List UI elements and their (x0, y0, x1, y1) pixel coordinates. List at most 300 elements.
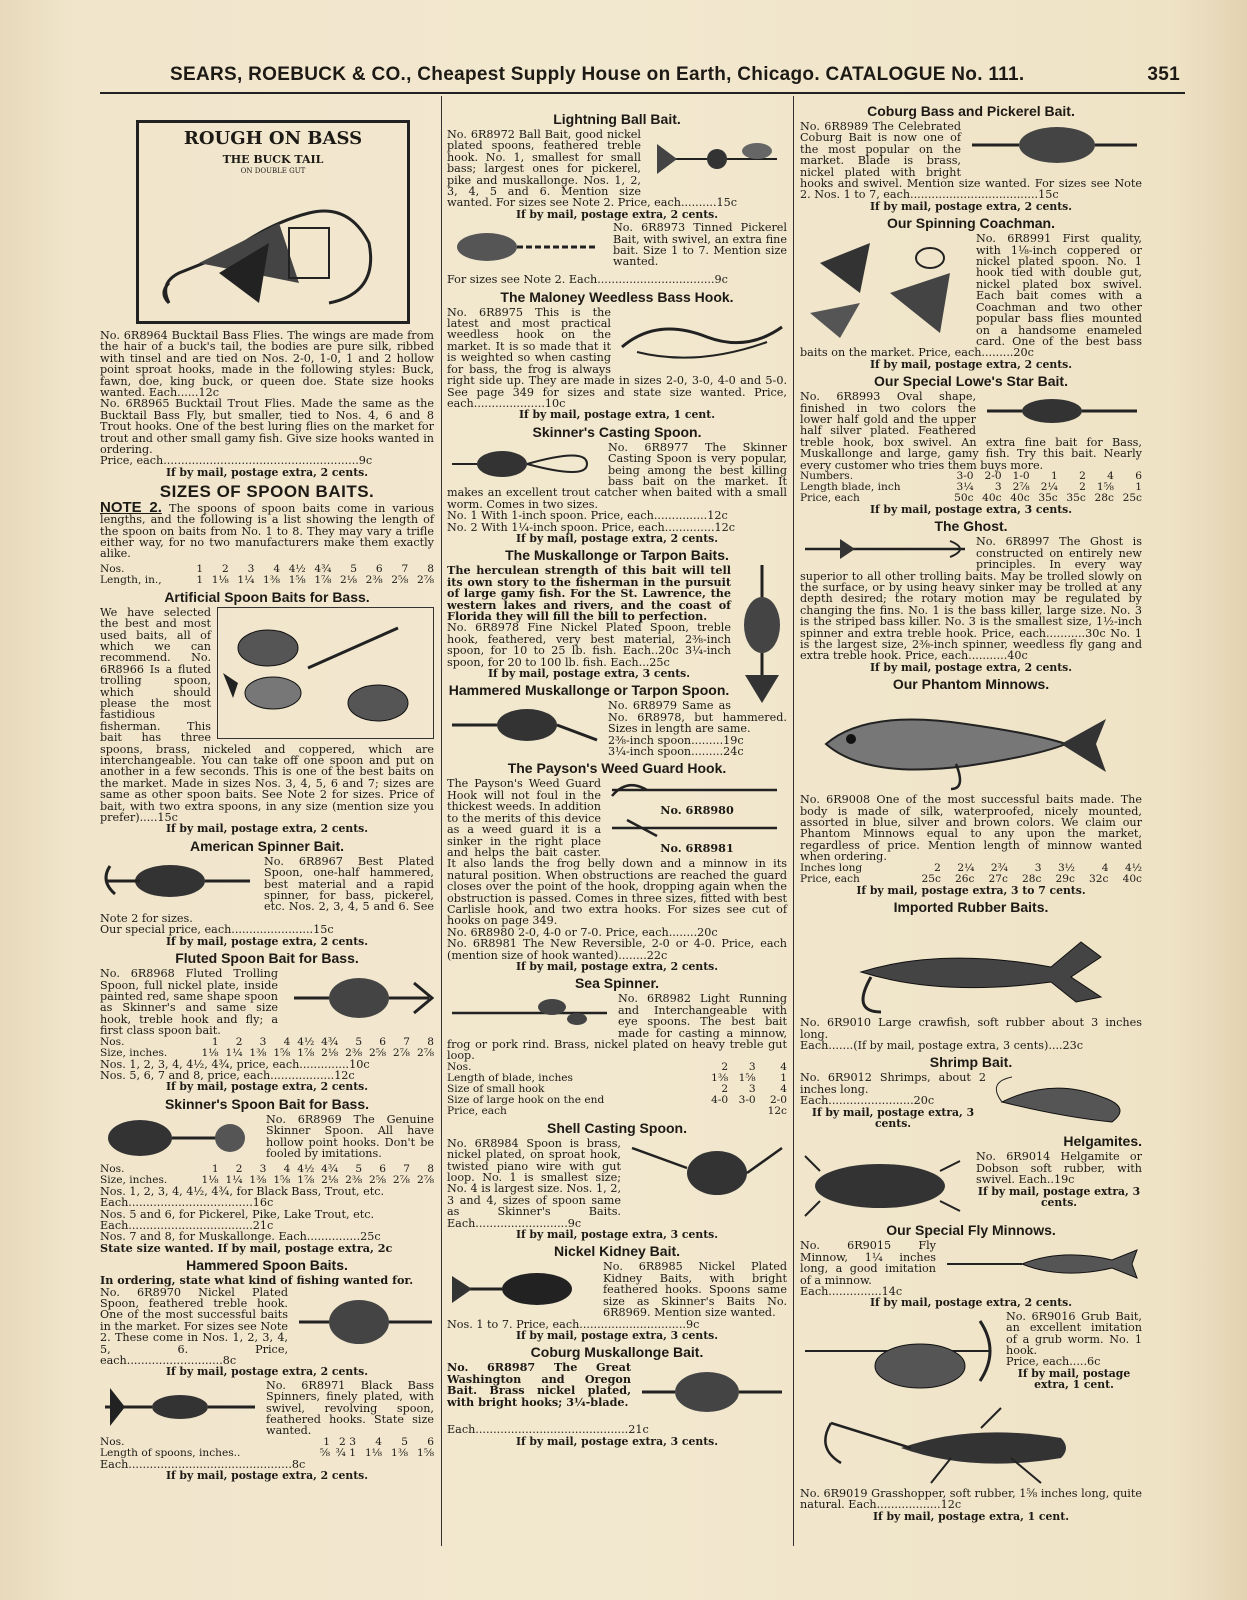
table-cell: 4½ (288, 562, 306, 575)
table-cell: 1⅞ (314, 573, 332, 586)
postage-note: If by mail, postage extra, 3 cents. (977, 1184, 1141, 1209)
fluted-spoon-icon (284, 968, 434, 1028)
table-cell: 35c (1066, 491, 1086, 504)
table-cell: 2⅛ (339, 573, 357, 586)
table-cell: Nos. (100, 1162, 125, 1175)
page-header (170, 64, 1180, 86)
table-cell: Size, inches. (100, 1173, 168, 1186)
black-bass-table (100, 1437, 434, 1459)
helgamite-icon (800, 1151, 970, 1221)
lightning-text: No. 6R8972 Ball Bait, good nickel plated spoons, feathered treble hook. No. 1, smallest for small bass; largest ones for pickerel, pike and muskallonge. Nos. 1, 2, 3, 4, 5 and 6. Mention size wanted. For sizes see Note 2. Price, each..........15c (447, 128, 738, 210)
phantom-table (800, 863, 1142, 885)
table-cell: 5 (401, 1435, 408, 1448)
postage-note: If by mail, postage extra, 3 cents. (515, 1434, 719, 1448)
column-divider (441, 96, 442, 1546)
tarpon-bait-icon (737, 565, 787, 705)
maloney-heading: The Maloney Weedless Bass Hook. (500, 288, 734, 305)
table-cell: 4½ (297, 1035, 315, 1048)
table-cell: 2 (721, 1060, 729, 1073)
weedless-hook-icon (617, 307, 787, 367)
table-cell: 1⅜ (249, 1173, 267, 1186)
table-cell: 2 (1079, 480, 1086, 493)
shrimp-text: No. 6R9012 Shrimps, about 2 inches long. (800, 1071, 986, 1096)
postage-note: If by mail, postage extra, 1 cent. (873, 1509, 1069, 1523)
hammered-tarpon-icon (447, 700, 602, 755)
table-cell: 5 (355, 1035, 363, 1048)
table-cell: 1⅛ (201, 1046, 219, 1059)
table-cell: 7 (403, 1162, 410, 1175)
fly-minnow-price: Each...............14c (800, 1284, 903, 1298)
black-bass-text: No. 6R8971 Black Bass Spinners, finely plated, with swivel, revolving spoon, feathered hooks. State size wanted. (266, 1378, 434, 1438)
bucktail-trout-price: Price, each.......................................................9c (100, 454, 373, 468)
table-cell: 3 (748, 1082, 756, 1095)
postage-note: If by mail, postage extra, 2 cents. (165, 1469, 369, 1483)
payson-hooks-illustration (607, 778, 787, 854)
casting-no2: No. 2 With 1¼-inch spoon. Price, each..............12c (447, 520, 735, 534)
table-cell: 1 (323, 1435, 331, 1448)
pickerel-text: No. 6R8973 Tinned Pickerel Bait, with swivel, an extra fine bait. Size 1 to 7. Mention size wanted. (613, 221, 787, 269)
rob-sub: THE BUCK TAIL (222, 153, 324, 167)
lowes-table (800, 471, 1142, 504)
column-middle (447, 100, 787, 1449)
table-cell: Nos. (100, 1035, 125, 1048)
table-cell: 4¾ (314, 562, 332, 575)
table-cell: 2⅛ (321, 1173, 339, 1186)
table-cell: 4-0 (711, 1093, 729, 1106)
ghost-text: No. 6R8997 The Ghost is constructed on entirely new principles. In every way superior to all other trolling baits. May be trolled slowly on the surface, or by using heavy sinker may be trolled at any depth desired; the rotary motion may be regulated by changing the fins. No. 1 is the bass killer, large size. No. 3 is the striped bass killer. No. 3 is the smallest size, 1½-inch spinner and extra treble hook. Price, each...........30c No. 1 is the largest size, 2⅜-inch spinner, weedless fly gang and extra treble hook. Price, each...........40c (800, 535, 1142, 663)
table-cell: 1⅝ (1096, 480, 1114, 493)
reversible-hook-icon (607, 816, 787, 840)
header-title: SEARS, ROEBUCK & CO., Cheapest Supply House on Earth, Chicago. CATALOGUE No. 111. (170, 64, 1025, 85)
pickerel-bait-icon (447, 222, 607, 272)
postage-note: If by mail, postage extra, 3 cents. (487, 667, 691, 681)
rubber-price: Each.......(If by mail, postage extra, 3 cents)....23c (800, 1038, 1084, 1052)
table-cell: 28c (1022, 872, 1042, 885)
table-cell: Length, in., (100, 573, 162, 586)
skinner-price-4: State size wanted. If by mail, postage extra, 2c (100, 1240, 393, 1255)
shell-spoon-icon (627, 1138, 787, 1208)
table-cell: Nos. (100, 1435, 125, 1448)
bucktail-trout-text: No. 6R8965 Bucktail Trout Flies. Made the same as the Bucktail Bass Fly, but smaller, tied to Nos. 4, 6 and 8 Trout hooks. One of the best luring flies on the market for trout and other small gamy fish. Give size hooks wanted in ordering. (100, 397, 434, 457)
helgamites-text: No. 6R9014 Helgamite or Dobson soft rubber, with swivel. Each..19c (976, 1150, 1142, 1187)
skinner-price-2: Nos. 5 and 6, for Pickerel, Pike, Lake Trout, etc. (100, 1207, 375, 1221)
phantom-heading: Our Phantom Minnows. (892, 676, 1050, 693)
postage-note: If by mail, postage extra, 2 cents. (165, 465, 369, 479)
table-cell: 4 (283, 1035, 291, 1048)
sea-spinner-text: No. 6R8982 Light Running and Interchangeable with eye spoons. The best bait made for casting a minnow, frog or pork rind. Brass, nickel plated on heavy treble gut loop. (447, 992, 787, 1063)
rob-title: ROUGH ON BASS (183, 128, 363, 149)
lowes-text: No. 6R8993 Oval shape, finished in two colors the lower half gold and the upper half silver plated. Feathered treble hook, box swivel. An extra fine bait for Bass, Muskallonge and large, gamy fish. Try this bait. Nearly every customer who tries them buys more. (800, 390, 1142, 472)
table-cell: 3½ (1057, 861, 1075, 874)
muskallonge-heading: The Muskallonge or Tarpon Baits. (505, 547, 729, 564)
postage-note: If by mail, postage extra, 1 cent. (519, 408, 715, 422)
postage-note: If by mail, postage extra, 2 cents. (165, 822, 369, 836)
american-spinner-icon (100, 856, 258, 906)
table-cell: 4½ (1124, 861, 1142, 874)
table-cell: 25c (1122, 491, 1142, 504)
fluted-text: No. 6R8968 Fluted Trolling Spoon, full nickel plate, inside painted red, same shape spoon as Skinner's and same size hook, treble hook and fly; a first class spoon bait. (100, 967, 278, 1038)
table-cell: 6 (379, 1162, 387, 1175)
shrimp-icon (992, 1072, 1142, 1132)
sea-spinner-table (447, 1062, 787, 1117)
black-bass-each: Each..............................................8c (100, 1457, 306, 1471)
coachman-text: No. 6R8991 First quality, with 1⅛-inch coppered or nickel plated spoon. No. 1 hook tied with double gut, nickel plated box swivel. Each bait comes with a Coachman and two other popular bass flies mounted on a handsome enameled card. One of the best bass baits on the market. Price, each.........20c (800, 232, 1142, 360)
table-cell: 1⅝ (273, 1046, 291, 1059)
table-cell: 1 (1135, 480, 1142, 493)
table-cell (701, 1106, 729, 1117)
shell-heading: Shell Casting Spoon. (546, 1119, 687, 1136)
artificial-heading: Artificial Spoon Baits for Bass. (164, 588, 370, 605)
lightning-ball-icon (647, 129, 787, 187)
table-cell: 2-0 (769, 1093, 787, 1106)
table-cell: 50c (954, 491, 974, 504)
table-cell: 1⅜ (390, 1446, 408, 1459)
table-cell: 2 (235, 1162, 243, 1175)
bucktail-bass-text: No. 6R8964 Bucktail Bass Flies. The wings are made from the hair of a buck's tail, the bodies are pure silk, ribbed with tinsel and are tied on Nos. 2-0, 1-0, 1 and 2 hollow point sproat hooks, made in the following styles: Buck, fawn, doe, king buck, or queen doe. State size hooks wanted. Each......12c (100, 329, 434, 400)
table-cell: Numbers. (800, 469, 854, 482)
postage-note: If by mail, postage extra, 2 cents. (869, 1296, 1073, 1310)
table-cell: 2 (235, 1035, 243, 1048)
casting-text: No. 6R8977 The Skinner Casting Spoon is very popular, being among the best killing bass bait on the market. It makes an excellent trout catcher when baited with a small worm. Comes in two sizes. (447, 440, 787, 511)
kidney-bait-icon (447, 1261, 597, 1316)
table-cell: 29c (1055, 872, 1075, 885)
postage-note: If by mail, postage extra, 2 cents. (165, 1365, 369, 1379)
skinner-spoon-icon (100, 1114, 260, 1162)
bucktail-fly-icon (139, 183, 401, 313)
column-divider (793, 96, 794, 1546)
fly-minnow-icon (942, 1240, 1142, 1288)
table-cell: 8 (427, 1162, 434, 1175)
sea-spinner-icon (447, 993, 612, 1033)
table-cell: 2⅞ (416, 1173, 434, 1186)
table-cell: 2⅝ (369, 1173, 387, 1186)
skinner-price-3: Nos. 7 and 8, for Muskallonge. Each...............25c (100, 1230, 381, 1244)
note-2-text: The spoons of spoon baits come in various lengths, and the following is a list showing the length of the spoon on baits from No. 1 to 8. They may vary a trifle either way, for no two manufacturers make them exactly alike. (100, 501, 434, 561)
artificial-text: We have selected the best and most used baits, all of which we can recommend. No. 6R8966 Is a fluted trolling spoon, which should please the most fastidious fisherman. This bait has three spoons, brass, nickeled and coppered, which are interchangeable. You can take off one spoon and put on another in a few seconds. This is one of the best baits on the market. Made in sizes Nos. 3, 4, 5, 6 and 7; sizes are same as other spoon baits. See Note 2 for sizes. Price of bait, with two extra spoons, in any size (mention size you prefer).....15c (100, 605, 434, 825)
table-cell: 1⅜ (711, 1071, 729, 1084)
postage-note: If by mail, postage extra, 2 cents. (869, 660, 1073, 674)
coachman-flies-icon (800, 233, 970, 343)
payson-label-1: No. 6R8980 (660, 802, 734, 817)
skinner-text: No. 6R8969 The Genuine Skinner Spoon. All have hollow point hooks. Don't be fooled by imitations. (266, 1112, 434, 1160)
helgamites-heading: Helgamites. (1063, 1133, 1142, 1150)
table-cell: 2-0 (984, 469, 1002, 482)
postage-note: If by mail, postage extra, 3 cents. (515, 1328, 719, 1342)
table-cell: 2⅞ (392, 1173, 410, 1186)
table-cell: 4 (1107, 469, 1114, 482)
table-cell: 4½ (297, 1162, 315, 1175)
table-cell: 2 (338, 1435, 346, 1448)
coburg-musk-text: No. 6R8987 The Great Washington and Oregon Bait. Brass nickel plated, with bright hooks; 3¼-blade. (447, 1360, 631, 1409)
table-cell: 1⅞ (297, 1173, 315, 1186)
table-cell: 1 (349, 1446, 357, 1459)
fly-minnow-heading: Our Special Fly Minnows. (886, 1222, 1056, 1239)
coburg-musk-price: Each...........................................21c (447, 1423, 649, 1437)
table-cell: Size of large hook on the end (447, 1093, 605, 1106)
hammered-spoon-icon (294, 1287, 434, 1357)
coburg-musk-icon (637, 1362, 787, 1422)
table-cell: Size, inches. (100, 1046, 168, 1059)
muskallonge-text-2: No. 6R8978 Fine Nickel Plated Spoon, treble hook, feathered, very best material, 2⅜-inch spoon, for 10 to 25 lb. fish. Each..20c 3¼-inch spoon, for 20 to 100 lb. fish. Each...25c (447, 621, 731, 669)
table-cell: 3¼ (956, 480, 974, 493)
american-heading: American Spinner Bait. (189, 837, 345, 854)
table-cell: 40c (1122, 872, 1142, 885)
table-cell: 2¾ (990, 861, 1008, 874)
table-cell: 5 (350, 562, 357, 575)
rob-sub2: ON DOUBLE GUT (240, 166, 306, 175)
grasshopper-icon (811, 1403, 1131, 1488)
postage-note: If by mail, postage extra, 2 cents. (165, 934, 369, 948)
table-cell: 2 (222, 562, 229, 575)
table-cell: 6 (379, 1035, 387, 1048)
table-cell: 1 (196, 573, 204, 586)
kidney-text: No. 6R8985 Nickel Plated Kidney Baits, with bright feathered hooks. Spoons same size as Skinner's Baits No. 6R8969. Mention size wanted. (603, 1260, 787, 1320)
table-cell: 1 (780, 1071, 787, 1084)
postage-note: If by mail, postage extra, 2 cents. (515, 959, 719, 973)
star-bait-icon (982, 391, 1142, 431)
fluted-heading: Fluted Spoon Bait for Bass. (175, 950, 359, 967)
table-cell: Nos. (447, 1060, 472, 1073)
table-cell: 2⅜ (345, 1046, 363, 1059)
table-cell: 4 (780, 1082, 787, 1095)
table-cell: Price, each (447, 1104, 507, 1117)
weed-guard-hook-icon (607, 778, 787, 802)
postage-note: If by mail, postage extra, 2 cents. (869, 199, 1073, 213)
table-cell: 3 (349, 1435, 357, 1448)
hammered-text: No. 6R8970 Nickel Plated Spoon, feathered treble hook. One of the most successful baits in the market. For sizes see Note 2. These come in Nos. 1, 2, 3, 4, 5, 6. Price, each...........................8c (100, 1285, 288, 1368)
postage-note: If by mail, postage extra, 3 cents. (515, 1228, 719, 1242)
hammered-musk-text: No. 6R8979 Same as No. 6R8978, but hammered. Sizes in length are same. (608, 699, 787, 736)
table-cell: 1⅛ (211, 573, 229, 586)
column-left (100, 100, 434, 1484)
postage-note: If by mail, postage extra, 2 cents. (165, 1080, 369, 1094)
grub-price: Price, each.....6c (1006, 1355, 1101, 1369)
rough-on-bass-illustration (136, 120, 410, 324)
table-cell: 1⅝ (273, 1173, 291, 1186)
fly-minnow-text: No. 6R9015 Fly Minnow, 1¼ inches long, a good imitation of a minnow. (800, 1239, 936, 1287)
table-cell: 2⅝ (369, 1046, 387, 1059)
table-cell: 4 (375, 1435, 382, 1448)
table-cell: 1¼ (225, 1173, 243, 1186)
skinner-heading: Skinner's Spoon Bait for Bass. (164, 1095, 370, 1112)
table-cell: 2⅝ (391, 573, 409, 586)
table-cell: 1¼ (237, 573, 255, 586)
rubber-text: No. 6R9010 Large crawfish, soft rubber about 3 inches long. (800, 1016, 1142, 1041)
table-cell: 1⅜ (249, 1046, 267, 1059)
lightning-heading: Lightning Ball Bait. (553, 111, 681, 127)
table-cell: 6 (427, 1435, 434, 1448)
coburg-bait-icon (967, 121, 1142, 169)
coachman-heading: Our Spinning Coachman. (886, 215, 1055, 232)
table-cell: 1 (211, 1162, 219, 1175)
hammered-musk-1: 2⅜-inch spoon.........19c (608, 733, 744, 747)
table-cell: Price, each (800, 872, 860, 885)
table-cell (728, 1106, 756, 1117)
grub-text: No. 6R9016 Grub Bait, an excellent imitation of a grub worm. No. 1 hook. (1006, 1309, 1142, 1357)
crawfish-icon (821, 917, 1121, 1017)
muskallonge-text: The herculean strength of this bait will tell its own story to the fisherman in the pursuit of large gamy fish. For the St. Lawrence, the western lakes and rivers, and the coast of Florida they will fill the bill to perfection. (447, 563, 731, 623)
table-cell: 1 (211, 1035, 219, 1048)
table-cell: 4 (283, 1162, 291, 1175)
hammered-musk-heading: Hammered Muskallonge or Tarpon Spoon. (448, 682, 730, 699)
lowes-heading: Our Special Lowe's Star Bait. (874, 373, 1068, 390)
fluted-price-2: Nos. 5, 6, 7 and 8, price, each..................12c (100, 1068, 355, 1082)
shrimp-heading: Shrimp Bait. (929, 1054, 1013, 1071)
table-cell: 2 (934, 861, 941, 874)
table-cell: 5 (355, 1162, 363, 1175)
table-cell: 1⅛ (364, 1446, 382, 1459)
table-cell: 1 (1051, 469, 1058, 482)
table-cell: 7 (401, 562, 409, 575)
table-cell: Size of small hook (447, 1082, 545, 1095)
table-cell: Length of spoons, inches.. (100, 1446, 241, 1459)
table-cell: 8 (427, 1035, 434, 1048)
casting-heading: Skinner's Casting Spoon. (532, 423, 702, 440)
kidney-price: Nos. 1 to 7. Price, each..............................9c (447, 1317, 700, 1331)
table-cell: 27c (988, 872, 1008, 885)
postage-note: If by mail, postage extra, 3 to 7 cents. (856, 883, 1086, 897)
postage-note: If by mail, postage extra, 3 cents. (811, 1105, 975, 1130)
maloney-text: No. 6R8975 This is the latest and most practical weedless hook on the market. It is so made that it is weighted so when casting for bass, the frog is always right side up. They are made in sizes 2-0, 3-0, 4-0 and 5-0. See page 349 for sizes and state size wanted. Price, each....................10c (447, 305, 787, 410)
table-cell: 2⅞ (416, 1046, 434, 1059)
table-cell: 1⅝ (288, 573, 306, 586)
postage-note: If by mail, postage extra, 2 cents. (515, 207, 719, 221)
table-cell: 4 (780, 1060, 787, 1073)
ghost-bait-icon (800, 536, 970, 562)
page-number: 351 (1147, 64, 1180, 85)
postage-note: If by mail, postage extra, 3 cents. (869, 502, 1073, 516)
table-cell: 7 (403, 1035, 410, 1048)
fluted-price-1: Nos. 1, 2, 3, 4, 4½, 4¾, price, each..............10c (100, 1057, 370, 1071)
pickerel-price: For sizes see Note 2. Each.................................9c (447, 273, 728, 287)
table-cell: 3 (247, 562, 255, 575)
table-cell: 3-0 (956, 469, 974, 482)
table-cell: Nos. (100, 562, 125, 575)
grub-bait-icon (800, 1311, 1000, 1401)
payson-price-2: No. 6R8981 The New Reversible, 2-0 or 4-0. Price, each (mention size of hook wanted)........22c (447, 937, 787, 962)
rubber-heading: Imported Rubber Baits. (893, 899, 1049, 916)
shrimp-price: Each........................20c (800, 1094, 935, 1108)
table-cell: 2⅞ (1012, 480, 1030, 493)
column-right (800, 100, 1142, 1524)
note-2-label: NOTE 2. (100, 498, 162, 516)
table-cell: Length of blade, inches (447, 1071, 573, 1084)
table-cell: 2⅜ (345, 1173, 363, 1186)
table-row (447, 1106, 787, 1117)
table-cell: 1⅞ (297, 1046, 315, 1059)
hammered-intro: In ordering, state what kind of fishing wanted for. (100, 1273, 414, 1288)
table-cell: 25c (921, 872, 941, 885)
payson-heading: The Payson's Weed Guard Hook. (507, 760, 727, 777)
payson-text: The Payson's Weed Guard Hook will not foul in the thickest weeds. In addition to the merits of this device as a weed guard it is a sinker in the right place and helps the bait caster. It also lands the frog belly down and a minnow in its natural position. When obstructions are reached the guard closes over the point of the hook, dropping again when the obstruction is passed. Comes in three sizes, fitted with best Carlisle hook, and two extra hooks. For sizes see cut of hooks on page 349. (447, 777, 787, 928)
table-cell: 2¼ (957, 861, 975, 874)
table-cell: 40c (1010, 491, 1030, 504)
postage-note: If by mail, postage extra, 2 cents. (869, 357, 1073, 371)
coburg-musk-heading: Coburg Muskallonge Bait. (530, 1344, 704, 1361)
postage-note: If by mail, postage extra, 1 cent. (1017, 1366, 1131, 1392)
casting-spoon-icon (447, 442, 602, 484)
table-cell: Price, each (800, 491, 860, 504)
table-cell: 1⅝ (416, 1446, 434, 1459)
payson-price-1: No. 6R8980 2-0, 4-0 or 7-0. Price, each........20c (447, 925, 718, 939)
table-cell: 2⅛ (321, 1046, 339, 1059)
table-cell: Inches long (800, 861, 863, 874)
table-cell: 2 (721, 1082, 729, 1095)
table-cell: 40c (982, 491, 1002, 504)
table-cell: 28c (1094, 491, 1114, 504)
table-cell: 1⅜ (263, 573, 281, 586)
table-cell: 2⅜ (365, 573, 383, 586)
sizes-heading: SIZES OF SPOON BAITS. (159, 482, 375, 502)
american-price: Our special price, each.......................15c (100, 923, 334, 937)
coburg-text: No. 6R8989 The Celebrated Coburg Bait is now one of the most popular on the market. Blade is brass, nickel plated with bright hooks and swivel. Mention size wanted. For sizes see Note 2. Nos. 1 to 7, each....................................15c (800, 120, 1142, 202)
casting-no1: No. 1 With 1-inch spoon. Price, each...............12c (447, 509, 728, 523)
table-cell: 3 (259, 1035, 267, 1048)
table-cell: 1⅛ (201, 1173, 219, 1186)
shell-text: No. 6R8984 Spoon is brass, nickel plated, on sproat hook, twisted piano wire with gut loop. No. 1 is smallest size; No. 4 is largest size. Nos. 1, 2, 3 and 4, sizes of spoon same as Skinner's Baits. Each..........................9c (447, 1136, 621, 1230)
table-cell: 4 (1101, 861, 1109, 874)
hammered-musk-2: 3¼-inch spoon.........24c (608, 745, 744, 759)
table-cell: 26c (954, 872, 975, 885)
skinner-price-1: Nos. 1, 2, 3, 4, 4½, 4¾, for Black Bass, Trout, etc. (100, 1184, 385, 1198)
table-cell: 1-0 (1012, 469, 1030, 482)
table-cell: 2⅞ (416, 573, 434, 586)
table-cell: 1⅝ (738, 1071, 756, 1084)
table-cell: 3 (994, 480, 1002, 493)
table-cell: 6 (375, 562, 383, 575)
skinner-table (100, 1164, 434, 1186)
table-cell: 3-0 (738, 1093, 756, 1106)
table-cell: 12c (767, 1104, 787, 1117)
table-cell: Length blade, inch (800, 480, 901, 493)
sea-spinner-heading: Sea Spinner. (574, 975, 660, 992)
table-cell: 3 (259, 1162, 267, 1175)
postage-note: If by mail, postage extra, 2 cents. (515, 531, 719, 545)
table-cell: 32c (1089, 872, 1109, 885)
table-cell: ¾ (335, 1446, 346, 1459)
skinner-price-2b: Each...................................21c (100, 1218, 274, 1232)
hammered-heading: Hammered Spoon Baits. (186, 1257, 348, 1274)
american-text: No. 6R8967 Best Plated Spoon, one-half hammered, best material and a rapid spinner, for bass, pickerel, etc. Nos. 2, 3, 4, 5 and 6. See Note 2 for sizes. (100, 854, 434, 925)
table-cell: 2 (1079, 469, 1086, 482)
spoon-sizes-table (100, 564, 434, 586)
table-cell: 4¾ (321, 1162, 339, 1175)
artificial-spoon-icon (217, 607, 434, 739)
kidney-heading: Nickel Kidney Bait. (553, 1243, 681, 1260)
table-cell: 4¾ (321, 1035, 339, 1048)
table-cell: 4 (273, 562, 281, 575)
payson-label-2: No. 6R8981 (660, 840, 734, 855)
phantom-text: No. 6R9008 One of the most successful baits made. The body is made of silk, waterproofed, nicely mounted, assorted in blue, silver and brown colors. We claim our Phantom Minnows equal to any upon the market, regardless of price. Mention length of minnow wanted when ordering. (800, 793, 1142, 864)
table-cell: ⅝ (319, 1446, 331, 1459)
table-cell: 35c (1038, 491, 1058, 504)
coburg-heading: Coburg Bass and Pickerel Bait. (867, 103, 1075, 119)
table-cell: 2¼ (1040, 480, 1058, 493)
black-bass-spinner-icon (100, 1380, 260, 1435)
table-cell: 3 (1034, 861, 1042, 874)
table-cell: 8 (427, 562, 434, 575)
table-cell: 2⅞ (392, 1046, 410, 1059)
fluted-table (100, 1037, 434, 1059)
table-cell: 1 (196, 562, 204, 575)
grasshopper-text: No. 6R9019 Grasshopper, soft rubber, 1⅝ inches long, quite natural. Each..................12c (800, 1486, 1142, 1512)
table-cell: 3 (748, 1060, 756, 1073)
table-cell: 1¼ (225, 1046, 243, 1059)
table-cell: 6 (1135, 469, 1142, 482)
skinner-price-1b: Each...................................16c (100, 1196, 274, 1210)
phantom-minnow-icon (806, 694, 1136, 794)
header-rule (100, 92, 1185, 94)
